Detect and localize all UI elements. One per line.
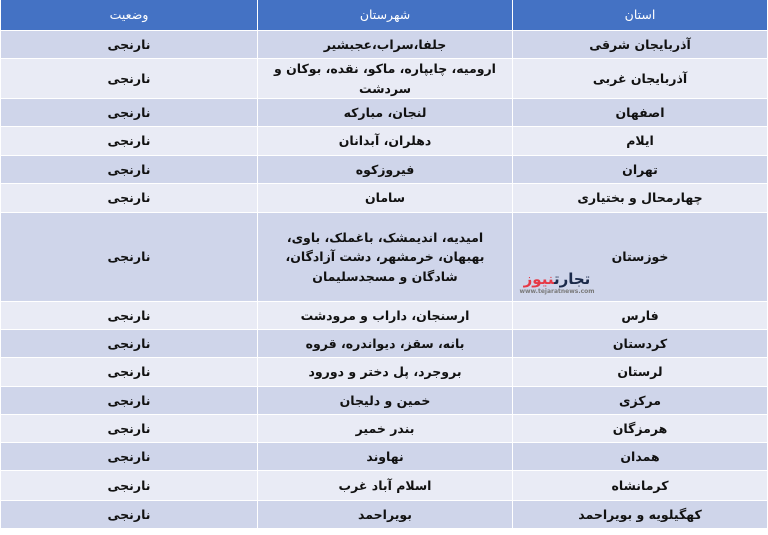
province-cell: آذربایجان شرقی bbox=[512, 31, 767, 58]
city-cell: جلفا،سراب،عجبشیر bbox=[257, 31, 512, 58]
city-cell: اسلام آباد غرب bbox=[257, 471, 512, 500]
city-cell: بروجرد، پل دختر و دورود bbox=[257, 358, 512, 386]
status-cell: نارنجی bbox=[107, 161, 151, 177]
table-row bbox=[1, 127, 767, 156]
table-row bbox=[1, 59, 767, 99]
table-row bbox=[1, 184, 767, 213]
table-row bbox=[1, 31, 767, 59]
status-cell: نارنجی bbox=[107, 36, 151, 52]
city-cell: بویراحمد bbox=[257, 501, 512, 528]
status-cell: نارنجی bbox=[107, 392, 151, 408]
status-cell: نارنجی bbox=[107, 420, 151, 436]
city-cell: ارسنجان، داراب و مرودشت bbox=[257, 302, 512, 329]
province-cell: آذربایجان غربی bbox=[512, 59, 767, 98]
status-cell: نارنجی bbox=[107, 70, 151, 86]
table-row bbox=[1, 156, 767, 184]
province-cell: تهران bbox=[512, 156, 767, 183]
tejaratnews-watermark bbox=[515, 270, 599, 300]
city-cell: بانه، سقز، دیواندره، قروه bbox=[257, 330, 512, 357]
city-cell: سامان bbox=[257, 184, 512, 212]
header-province: استان bbox=[512, 0, 767, 30]
table-row bbox=[1, 443, 767, 471]
province-cell: خوزستان bbox=[512, 213, 767, 301]
watermark-brand-prefix: تجارت bbox=[553, 270, 591, 288]
status-cell: نارنجی bbox=[107, 133, 151, 149]
table-row bbox=[1, 471, 767, 501]
table-row bbox=[1, 213, 767, 302]
watermark-brand bbox=[515, 270, 599, 288]
restrictions-table bbox=[1, 0, 767, 529]
status-cell: نارنجی bbox=[107, 506, 151, 522]
table-row bbox=[1, 415, 767, 443]
table-row bbox=[1, 330, 767, 358]
city-cell: امیدیه، اندیمشک، باغملک، باوی، بهبهان، خرمشهر، دشت آزادگان، شادگان و مسجدسلیمان bbox=[257, 213, 512, 301]
table-row bbox=[1, 99, 767, 127]
province-cell: مرکزی bbox=[512, 387, 767, 414]
watermark-brand-accent: نیوز bbox=[523, 270, 554, 288]
table-row bbox=[1, 302, 767, 330]
city-cell: فیروزکوه bbox=[257, 156, 512, 183]
watermark-site: www.tejaratnews.com bbox=[519, 288, 595, 295]
header-city: شهرستان bbox=[257, 0, 512, 30]
province-cell: کردستان bbox=[512, 330, 767, 357]
table-row bbox=[1, 358, 767, 387]
header-status: وضعیت bbox=[109, 7, 149, 23]
status-cell: نارنجی bbox=[107, 477, 151, 493]
status-cell: نارنجی bbox=[107, 364, 151, 380]
province-cell: ایلام bbox=[512, 127, 767, 155]
province-cell: همدان bbox=[512, 443, 767, 470]
table-row bbox=[1, 501, 767, 529]
province-cell: کرمانشاه bbox=[512, 471, 767, 500]
city-cell: بندر خمیر bbox=[257, 415, 512, 442]
province-cell: لرستان bbox=[512, 358, 767, 386]
province-cell: کهگیلویه و بویراحمد bbox=[512, 501, 767, 528]
province-cell: چهارمحال و بختیاری bbox=[512, 184, 767, 212]
status-cell: نارنجی bbox=[107, 307, 151, 323]
city-cell: دهلران، آبدانان bbox=[257, 127, 512, 155]
city-cell: نهاوند bbox=[257, 443, 512, 470]
status-cell: نارنجی bbox=[107, 104, 151, 120]
province-cell: هرمزگان bbox=[512, 415, 767, 442]
status-cell: نارنجی bbox=[107, 190, 151, 206]
status-cell: نارنجی bbox=[107, 249, 151, 265]
status-cell: نارنجی bbox=[107, 335, 151, 351]
city-cell: لنجان، مبارکه bbox=[257, 99, 512, 126]
table-header-row bbox=[1, 0, 767, 31]
province-cell: فارس bbox=[512, 302, 767, 329]
city-cell: ارومیه، چایپاره، ماکو، نقده، بوکان و سردشت bbox=[257, 59, 512, 98]
city-cell: خمین و دلیجان bbox=[257, 387, 512, 414]
status-cell: نارنجی bbox=[107, 448, 151, 464]
province-cell: اصفهان bbox=[512, 99, 767, 126]
table-row bbox=[1, 387, 767, 415]
